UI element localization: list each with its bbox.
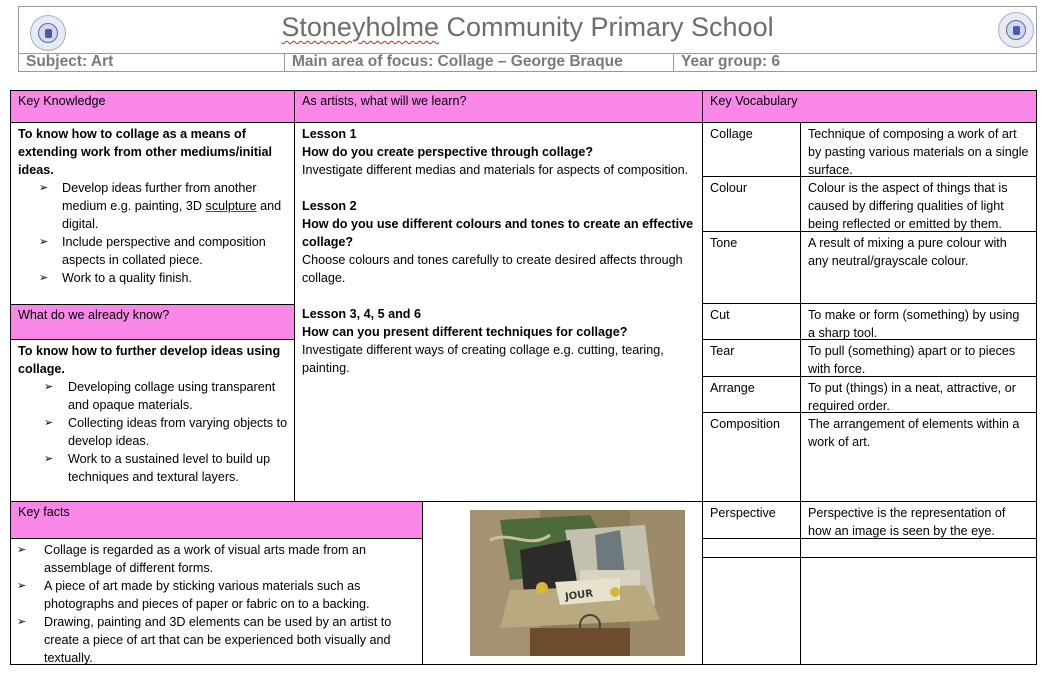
school-title-first: Stoneyholme [281, 12, 439, 42]
lesson-title: Lesson 3, 4, 5 and 6 [302, 307, 421, 321]
arrow-bullet-icon: ➢ [17, 616, 27, 628]
key-knowledge-heading: Key Knowledge [10, 90, 295, 123]
vocab-empty-cell [702, 557, 801, 665]
list-item [44, 378, 288, 414]
ak-bullet-text: Collecting ideas from varying objects to develop ideas. [68, 416, 288, 448]
vocab-def: To make or form (something) by using a sharp tool. [800, 303, 1037, 340]
lesson-text: Investigate different ways of creating collage e.g. cutting, tearing, painting. [302, 343, 664, 375]
key-facts-heading: Key facts [10, 501, 423, 539]
vocab-heading: Key Vocabulary [702, 90, 1037, 123]
already-know-body [10, 339, 295, 502]
arrow-bullet-icon: ➢ [39, 236, 49, 248]
fact-text: Collage is regarded as a work of visual arts made from an assemblage of different forms. [44, 543, 366, 575]
vocab-empty-cell [702, 538, 801, 558]
vocab-def: The arrangement of elements within a work of art. [800, 412, 1037, 502]
vocab-def: Perspective is the representation of how an image is seen by the eye. [800, 501, 1037, 539]
vocab-term: Tone [702, 231, 801, 304]
kk-bullet-text: Work to a quality finish. [62, 271, 192, 285]
vocab-term: Collage [702, 122, 801, 177]
vocab-def: A result of mixing a pure colour with any neutral/grayscale colour. [800, 231, 1037, 304]
newspaper-lettering: JOUR [564, 588, 594, 604]
list-item [39, 179, 288, 233]
vocab-term: Arrange [702, 376, 801, 413]
arrow-bullet-icon: ➢ [17, 580, 27, 592]
vocab-term: Colour [702, 176, 801, 232]
kk-bullet-link: sculpture [205, 199, 257, 213]
lesson-question: How do you use different colours and tones to create an effective collage? [302, 217, 694, 249]
vocab-term: Tear [702, 339, 801, 377]
year-group-label: Year group: 6 [673, 54, 1037, 72]
vocab-term: Perspective [702, 501, 801, 539]
kk-bullet-text: Develop ideas further from another medium e.g. painting, 3D [62, 181, 257, 213]
subject-label: Subject: Art [18, 54, 285, 72]
school-crest-icon [998, 12, 1034, 48]
vocab-term: Composition [702, 412, 801, 502]
learn-heading: As artists, what will we learn? [294, 90, 703, 123]
lesson-title: Lesson 2 [302, 199, 357, 213]
list-item [44, 450, 288, 486]
focus-label: Main area of focus: Collage – George Braque [284, 54, 674, 72]
vocab-def: To put (things) in a neat, attractive, or required order. [800, 376, 1037, 413]
key-facts-body [10, 538, 423, 665]
list-item [17, 541, 416, 577]
vocab-empty-cell [800, 557, 1037, 665]
list-item [44, 414, 288, 450]
fact-text: Drawing, painting and 3D elements can be used by an artist to create a piece of art that can be experienced both visually and textually. [44, 615, 392, 665]
learn-body [294, 122, 703, 502]
school-crest-icon [30, 15, 66, 51]
vocab-empty-cell [800, 538, 1037, 558]
arrow-bullet-icon: ➢ [44, 417, 54, 429]
arrow-bullet-icon: ➢ [44, 381, 54, 393]
kk-bullet-text: Include perspective and composition aspects in collated piece. [62, 235, 266, 267]
arrow-bullet-icon: ➢ [17, 544, 27, 556]
vocab-def: Technique of composing a work of art by pasting various materials on a single surface. [800, 122, 1037, 177]
school-title-box [18, 6, 1037, 54]
ak-bullet-text: Work to a sustained level to build up techniques and textural layers. [68, 452, 271, 484]
list-item [17, 613, 416, 667]
lesson-question: How can you present different techniques for collage? [302, 325, 628, 339]
fact-text: A piece of art made by sticking various materials such as photographs and pieces of paper or fabric on to a backing. [44, 579, 370, 611]
lesson-title: Lesson 1 [302, 127, 357, 141]
vocab-term: Cut [702, 303, 801, 340]
list-item [39, 233, 288, 269]
kk-bullet-text: and digital. [62, 199, 282, 231]
lesson-text: Choose colours and tones carefully to create desired affects through collage. [302, 253, 683, 285]
vocab-def: Colour is the aspect of things that is caused by differing qualities of light being reflected or emitted by them. [800, 176, 1037, 232]
list-item [39, 269, 288, 287]
lesson-question: How do you create perspective through collage? [302, 145, 594, 159]
school-title-rest: Community Primary School [439, 12, 774, 42]
arrow-bullet-icon: ➢ [44, 453, 54, 465]
arrow-bullet-icon: ➢ [39, 182, 49, 194]
already-know-intro: To know how to further develop ideas using collage. [18, 344, 281, 376]
vocab-def: To pull (something) apart or to pieces with force. [800, 339, 1037, 377]
lesson-text: Investigate different medias and materials for aspects of composition. [302, 163, 689, 177]
already-know-heading: What do we already know? [10, 304, 295, 340]
key-knowledge-body [10, 122, 295, 305]
key-knowledge-intro: To know how to collage as a means of extending work from other mediums/initial ideas. [18, 127, 273, 177]
list-item [17, 577, 416, 613]
ak-bullet-text: Developing collage using transparent and opaque materials. [68, 380, 276, 412]
braque-collage-image [470, 510, 685, 656]
arrow-bullet-icon: ➢ [39, 272, 49, 284]
